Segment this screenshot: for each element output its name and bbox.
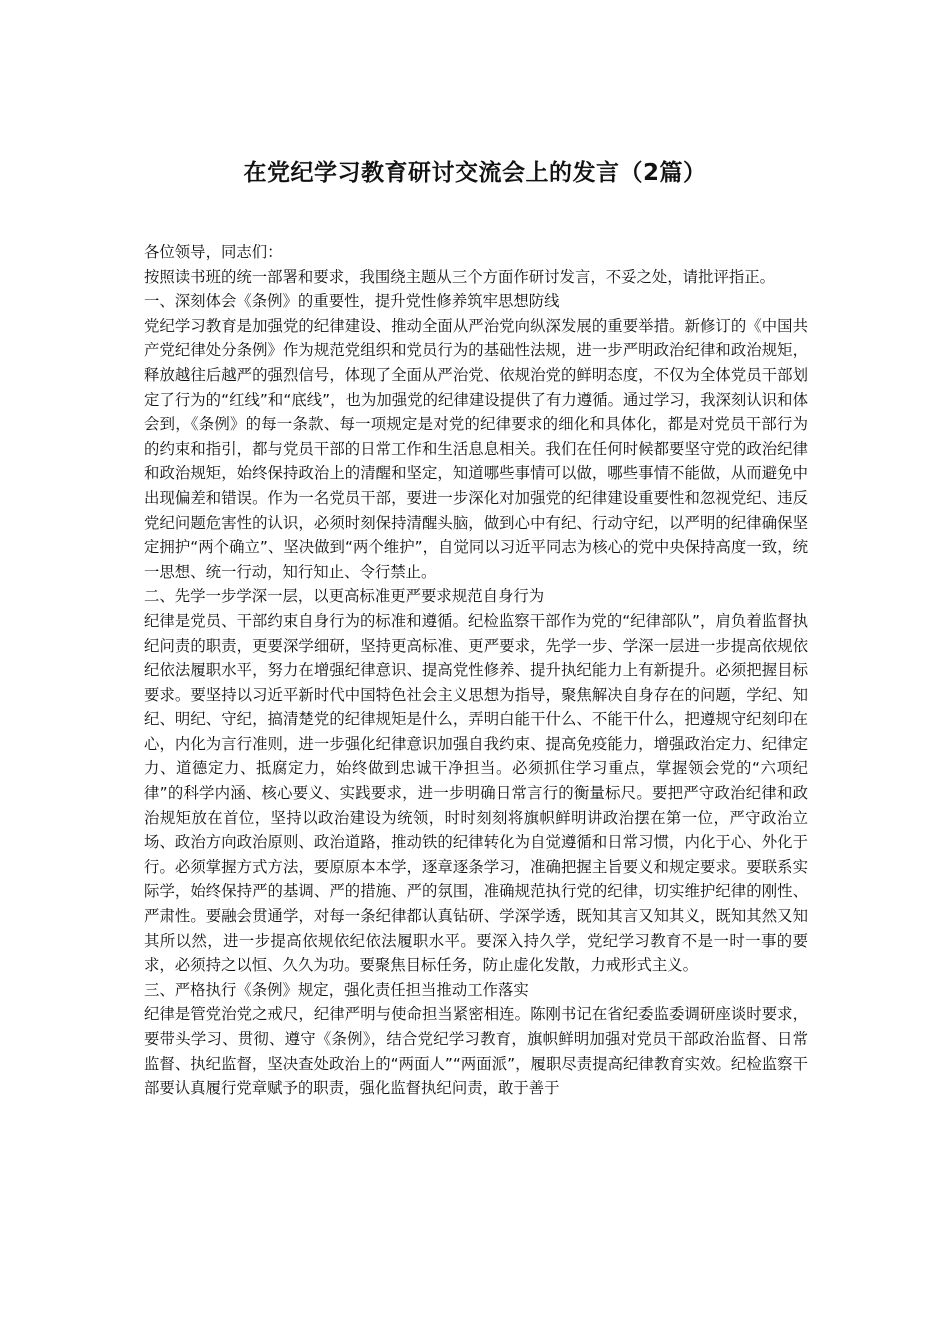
document-body: [144, 240, 808, 1101]
section-paragraph-2: 纪律是党员、干部约束自身行为的标准和遵循。纪检监察干部作为党的“纪律部队”，肩负着监督执纪问责的职责，更要深学细研，坚持更高标准、更严要求，先学一步、学深一层进一步提高依规依纪依法履职水平，努力在增强纪律意识、提高党性修养、提升执纪能力上有新提升。必须把握目标要求。要坚持以习近平新时代中国特色社会主义思想为指导，聚焦解决自身存在的问题，学纪、知纪、明纪、守纪，搞清楚党的纪律规矩是什么，弄明白能干什么、不能干什么，把遵规守纪刻印在心，内化为言行准则，进一步强化纪律意识加强自我约束、提高免疫能力，增强政治定力、纪律定力、道德定力、抵腐定力，始终做到忠诚干净担当。必须抓住学习重点，掌握领会党的“六项纪律”的科学内涵、核心要义、实践要求，进一步明确日常言行的衡量标尺。要把严守政治纪律和政治规矩放在首位，坚持以政治建设为统领，时时刻刻将旗帜鲜明讲政治摆在第一位，严守政治立场、政治方向政治原则、政治道路，推动铁的纪律转化为自觉遵循和日常习惯，内化于心、外化于行。必须掌握方式方法，要原原本本学，逐章逐条学习，准确把握主旨要义和规定要求。要联系实际学，始终保持严的基调、严的措施、严的氛围，准确规范执行党的纪律，切实维护纪律的刚性、严肃性。要融会贯通学，对每一条纪律都认真钻研、学深学透，既知其言又知其义，既知其然又知其所以然，进一步提高依规依纪依法履职水平。要深入持久学，党纪学习教育不是一时一事的要求，必须持之以恒、久久为功。要聚焦目标任务，防止虚化发散，力戒形式主义。: [144, 611, 808, 975]
salutation: 各位领导，同志们：: [144, 243, 283, 261]
document-title: 在党纪学习教育研讨交流会上的发言（2篇）: [243, 160, 707, 186]
section-heading-3: 三、严格执行《条例》规定，强化责任担当推动工作落实: [144, 980, 529, 999]
section-paragraph-3: 纪律是管党治党之戒尺，纪律严明与使命担当紧密相连。陈刚书记在省纪委监委调研座谈时要求，要带头学习、贯彻、遵守《条例》，结合党纪学习教育，旗帜鲜明加强对党员干部政治监督、日常监督、执纪监督，坚决查处政治上的“两面人”“两面派”，履职尽责提高纪律教育实效。纪检监察干部要认真履行党章赋予的职责，强化监督执纪问责，敢于善于: [144, 1005, 808, 1098]
section-paragraph-1: 党纪学习教育是加强党的纪律建设、推动全面从严治党向纵深发展的重要举措。新修订的《中国共产党纪律处分条例》作为规范党组织和党员行为的基础性法规，进一步严明政治纪律和政治规矩，释放越往后越严的强烈信号，体现了全面从严治党、依规治党的鲜明态度，不仅为全体党员干部划定了行为的“红线”和“底线”，也为加强党的纪律建设提供了有力遵循。通过学习，我深刻认识和体会到，《条例》的每一条款、每一项规定是对党的纪律要求的细化和具体化，都是对党员干部行为的约束和指引，都与党员干部的日常工作和生活息息相关。我们在任何时候都要坚守党的政治纪律和政治规矩，始终保持政治上的清醒和坚定，知道哪些事情可以做，哪些事情不能做，从而避免中出现偏差和错误。作为一名党员干部，要进一步深化对加强党的纪律建设重要性和忽视党纪、违反党纪问题危害性的认识，必须时刻保持清醒头脑，做到心中有纪、行动守纪，以严明的纪律确保坚定拥护“两个确立”、坚决做到“两个维护”，自觉同以习近平同志为核心的党中央保持高度一致，统一思想、统一行动，知行知止、令行禁止。: [144, 316, 808, 581]
intro-paragraph: 按照读书班的统一部署和要求，我围绕主题从三个方面作研讨发言，不妥之处，请批评指正。: [144, 267, 776, 286]
section-heading-1: 一、深刻体会《条例》的重要性，提升党性修养筑牢思想防线: [144, 292, 560, 311]
section-heading-2: 二、先学一步学深一层，以更高标准更严要求规范自身行为: [144, 587, 545, 606]
